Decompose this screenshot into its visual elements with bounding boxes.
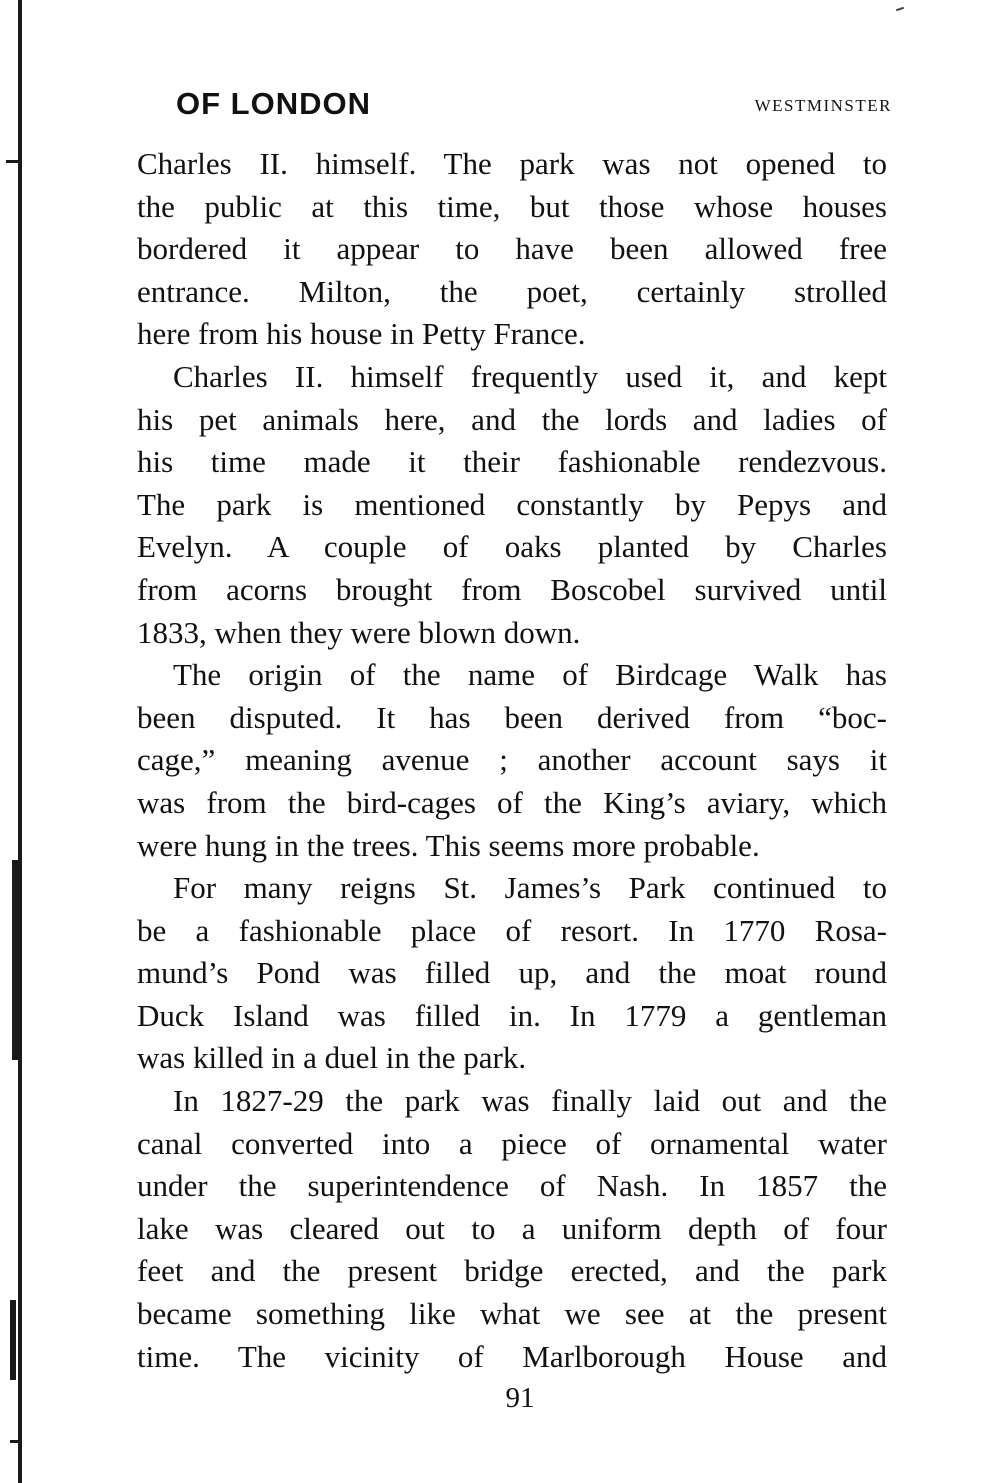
text-line: feet and the present bridge erected, and the park <box>137 1253 887 1289</box>
text-line: his time made it their fashionable rendezvous. <box>137 444 887 480</box>
text-line: canal converted into a piece of ornamental water <box>137 1125 887 1161</box>
ink-speck <box>896 7 904 12</box>
paragraph-start-line: For many reigns St. James’s Park continued to <box>173 870 887 906</box>
text-line: Charles II. himself. The park was not opened to <box>137 146 887 181</box>
text-line: lake was cleared out to a uniform depth of four <box>137 1210 887 1246</box>
text-line: was from the bird-cages of the King’s aviary, which <box>137 784 887 820</box>
text-line: cage,” meaning avenue ; another account says it <box>137 742 887 778</box>
binding-mark <box>6 160 18 163</box>
text-line: Evelyn. A couple of oaks planted by Charles <box>137 529 887 565</box>
page-number: 91 <box>505 1382 535 1414</box>
text-line: here from his house in Petty France. <box>137 316 586 352</box>
text-line: been disputed. It has been derived from “boc- <box>137 699 887 735</box>
text-line: from acorns brought from Boscobel survived until <box>137 571 887 607</box>
text-line: under the superintendence of Nash. In 1857 the <box>137 1168 887 1204</box>
running-header <box>176 86 892 126</box>
text-line: be a fashionable place of resort. In 1770 Rosa- <box>137 912 887 948</box>
binding-mark <box>10 1300 16 1380</box>
text-line: was killed in a duel in the park. <box>137 1040 527 1076</box>
paragraph-start-line: In 1827-29 the park was finally laid out and the <box>173 1083 887 1119</box>
book-title: OF LONDON <box>176 86 371 121</box>
text-line: 1833, when they were blown down. <box>137 614 581 650</box>
binding-mark <box>12 860 20 1060</box>
text-line: his pet animals here, and the lords and ladies of <box>137 401 887 437</box>
text-line: became something like what we see at the present <box>137 1296 887 1332</box>
text-line: The park is mentioned constantly by Pepys and <box>137 486 887 522</box>
paragraph-start-line: The origin of the name of Birdcage Walk has <box>173 657 887 693</box>
text-line: the public at this time, but those whose houses <box>137 188 887 224</box>
text-line: Duck Island was filled in. In 1779 a gentleman <box>137 997 887 1033</box>
binding-edge <box>18 0 22 1483</box>
paragraph-start-line: Charles II. himself frequently used it, and kept <box>173 358 887 394</box>
section-title: WESTMINSTER <box>754 96 892 115</box>
binding-mark <box>10 1440 18 1443</box>
text-line: entrance. Milton, the poet, certainly strolled <box>137 273 887 309</box>
text-line: bordered it appear to have been allowed free <box>137 231 887 267</box>
text-line: time. The vicinity of Marlborough House and <box>137 1338 887 1374</box>
page-body <box>137 143 887 1378</box>
text-line: were hung in the trees. This seems more probable. <box>137 827 760 863</box>
text-line: mund’s Pond was filled up, and the moat round <box>137 955 887 991</box>
